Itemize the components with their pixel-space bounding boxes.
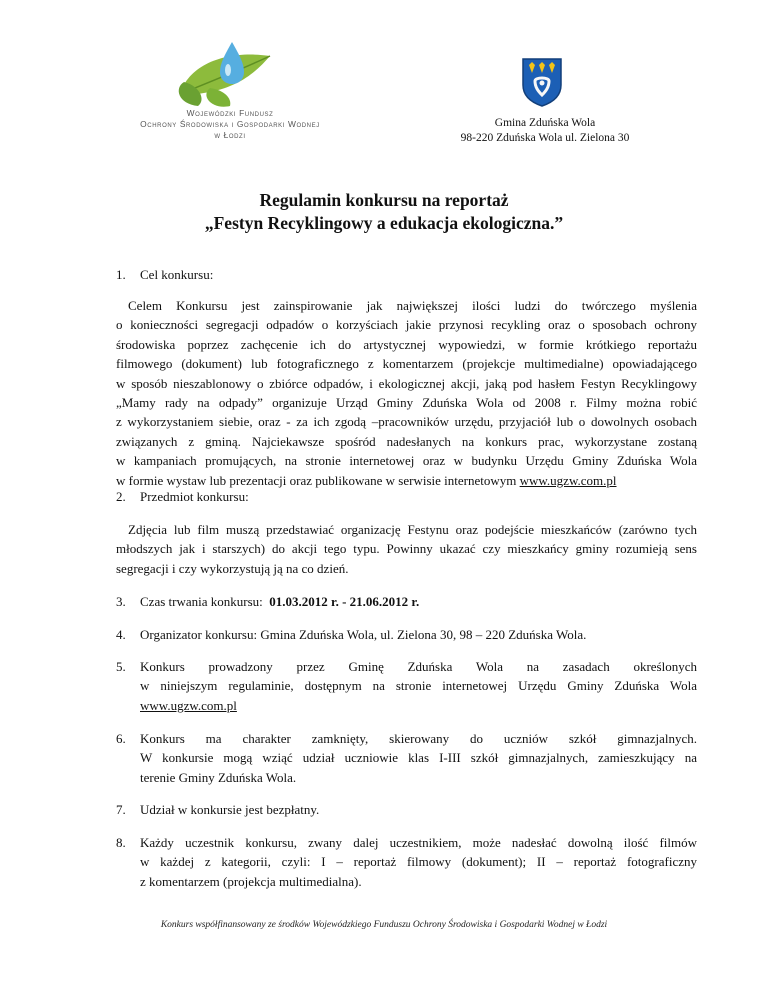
s1-line-6: „Mamy rady na odpady” organizuje Urząd Gminy Zduńska Wola od 2008 r. Filmy można robić [116,395,697,411]
s1-line-3: środowiska poprzez zachęcenie ich do artystycznej wypowiedzi, w formie krótkiego reportażu [116,336,697,352]
s1-line-2: o konieczności segregacji odpadów o korzyściach jakie przynosi recykling oraz o sposobach ochrony [116,317,697,333]
section-3 [116,592,697,611]
logo-text-line1: Wojewódzki Fundusz [186,108,274,118]
s5-line-2: w niniejszym regulaminie, dostępnym na stronie internetowej Urzędu Gminy Zduńska Wola [140,678,697,694]
s6-line-1: Konkurs ma charakter zamknięty, skierowany do uczniów szkół gimnazjalnych. [140,731,697,746]
address-line2: 98-220 Zduńska Wola ul. Zielona 30 [460,132,630,144]
website-link-2[interactable]: www.ugzw.com.pl [140,697,237,713]
leaf-drop-icon [170,42,280,112]
s1-line-10: w formie wystaw lub prezentacji oraz publikowane w serwisie internetowym [116,472,517,488]
section-1-body [116,296,697,490]
section-1-heading [116,266,213,284]
section-4-text: Organizator konkursu: Gmina Zduńska Wola, ul. Zielona 30, 98 – 220 Zduńska Wola. [140,627,587,642]
coat-of-arms-icon [521,57,563,112]
logo-text-line3: w Łodzi [214,130,246,140]
section-7-number: 7. [116,802,126,817]
section-3-label: Czas trwania konkursu: [140,594,263,609]
section-2-number: 2. [116,489,126,504]
s1-line-5: w sposób nieszablonowy o zbiórce odpadów, i ekologicznej akcji, jaką pod hasłem Festyn Recyklingowy [116,375,697,391]
footer-note: Konkurs współfinansowany ze środków Wojewódzkiego Funduszu Ochrony Środowiska i Gospodarki Wodnej w Łodzi [160,920,608,930]
s2-line-3: segregacji i czy wykorzystują ją na co dzień. [116,560,349,576]
section-8-number: 8. [116,835,126,850]
section-2-body [116,520,697,578]
section-1-number: 1. [116,267,126,282]
document-title [0,189,768,235]
s2-line-1: Zdjęcia lub film muszą przedstawiać organizację Festynu oraz podejście mieszkańców (zarówno tych [128,522,697,537]
website-link-1[interactable]: www.ugzw.com.pl [519,472,617,488]
s8-line-2: w każdej z kategorii, czyli: I – reportaż filmowy (dokument); II – reportaż fotograficzny [140,854,697,870]
s1-line-9: w kampaniach promujących, na stronie internetowej oraz w budynku Urzędu Gminy Zduńska Wola [116,453,697,469]
wfosigw-logo [130,42,330,152]
section-3-number: 3. [116,594,126,609]
address-block [440,116,650,146]
section-5 [116,657,697,715]
section-7-text: Udział w konkursie jest bezpłatny. [140,802,320,817]
section-8 [116,833,697,891]
contest-dates: 01.03.2012 r. - 21.06.2012 r. [269,594,420,609]
logo-text-line2: Ochrony Środowiska i Gospodarki Wodnej [140,119,320,129]
s1-line-8: związanych z gminą. Najciekawsze spośród nadesłanych na konkurs prac, wykorzystane zostaną [116,433,697,449]
section-2-label: Przedmiot konkursu: [140,489,249,504]
title-line2: „Festyn Recyklingowy a edukacja ekologiczna.” [204,213,564,233]
section-5-number: 5. [116,659,126,674]
section-4-number: 4. [116,627,126,642]
section-7 [116,800,697,819]
section-1-label: Cel konkursu: [140,267,214,282]
section-4 [116,625,697,644]
section-2-heading [116,488,249,506]
s8-line-3: z komentarzem (projekcja multimedialna). [140,873,362,889]
address-line1: Gmina Zduńska Wola [494,117,596,129]
s5-line-1: Konkurs prowadzony przez Gminę Zduńska Wola na zasadach określonych [140,659,697,674]
s1-line-7: z wykorzystaniem siebie, oraz - za ich zgodą –pracowników urzędu, przyjaciół lub o dowolnych osobach [116,414,697,430]
section-6-number: 6. [116,731,126,746]
title-line1: Regulamin konkursu na reportaż [259,190,509,210]
section-6 [116,729,697,787]
s1-line-4: filmowego (dokument) lub fotograficznego z komentarzem (projekcje multimedialne) opowiadającego [116,356,697,372]
s6-line-3: terenie Gminy Zduńska Wola. [140,769,297,785]
s2-line-2: młodszych jak i starszych) do akcji tego typu. Powinny ukazać czy mieszkańcy gminy rozumieją sens [116,541,697,557]
s1-line-1: Celem Konkursu jest zainspirowanie jak największej ilości ludzi do twórczego myślenia [128,298,697,313]
s6-line-2: W konkursie mogą wziąć udział uczniowie klas I-III szkół gimnazjalnych, zamieszkujący na [140,750,697,766]
s8-line-1: Każdy uczestnik konkursu, zwany dalej uczestnikiem, może nadesłać dowolną ilość filmów [140,835,697,850]
